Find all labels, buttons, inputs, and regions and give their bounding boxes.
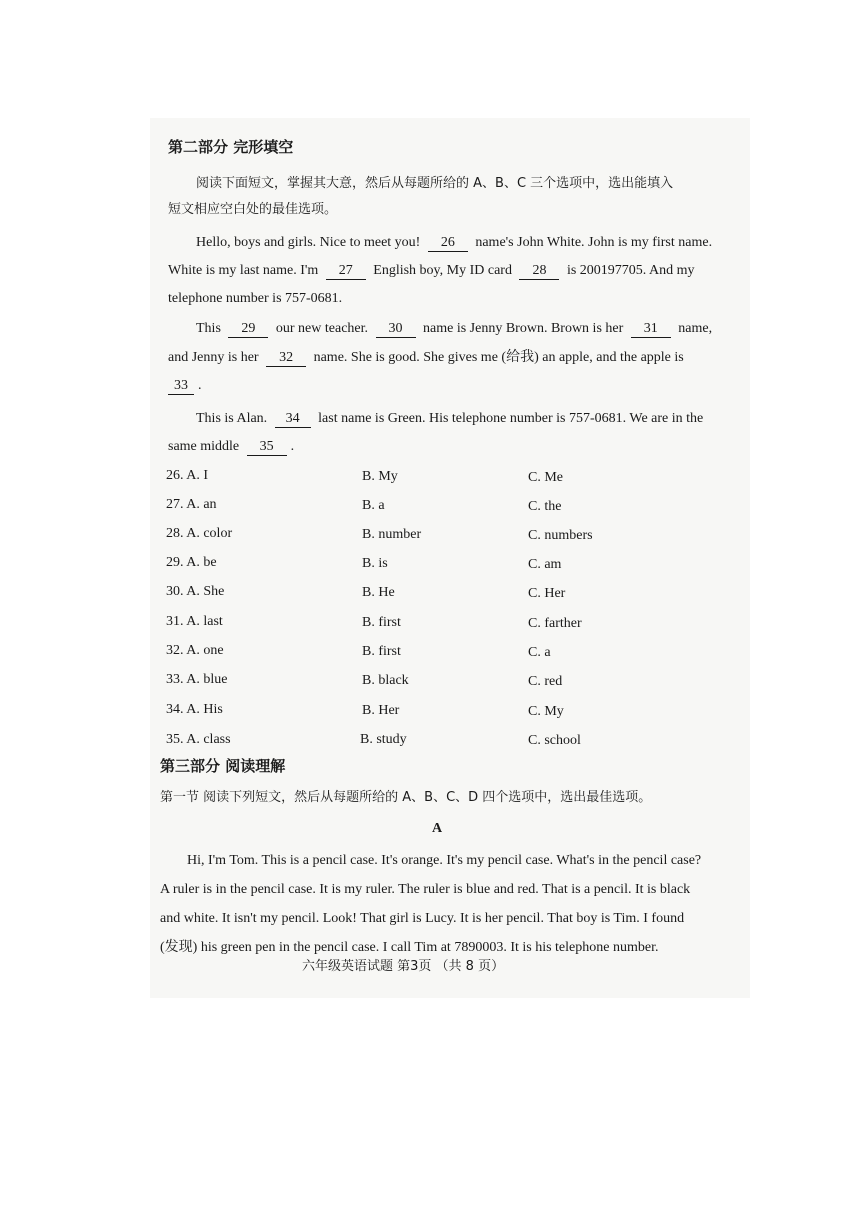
reading-line: A ruler is in the pencil case. It is my ruler. The ruler is blue and red. That is a pencil. It is black	[160, 882, 691, 897]
option-c: C. red	[528, 674, 563, 689]
blank-33: 33	[168, 378, 194, 395]
passage-text: .	[290, 439, 295, 454]
blank-32: 32	[266, 350, 306, 367]
part2-instruction-line1: 阅读下面短文，掌握其大意，然后从每题所给的 A、B、C 三个选项中，选出能填入	[196, 176, 674, 191]
option-a: 34. A. His	[166, 702, 223, 717]
option-b: B. study	[360, 732, 407, 747]
passage-line	[168, 377, 202, 395]
passage-line: telephone number is 757-0681.	[168, 291, 343, 306]
option-c: C. Me	[528, 470, 563, 485]
blank-28: 28	[519, 263, 559, 280]
passage-text: last name is Green. His telephone number is 757-0681. We are in the	[318, 411, 704, 426]
blank-26: 26	[428, 235, 468, 252]
option-a: 35. A. class	[166, 732, 231, 747]
passage-text: English boy, My ID card	[373, 263, 512, 278]
passage-line	[168, 349, 684, 367]
passage-text: is 200197705. And my	[566, 263, 695, 278]
passage-text: name,	[678, 321, 713, 336]
blank-29: 29	[228, 321, 268, 338]
option-a: 27. A. an	[166, 497, 217, 512]
passage-text: and Jenny is her	[168, 350, 259, 365]
part2-instruction-line2: 短文相应空白处的最佳选项。	[168, 202, 338, 217]
passage-text: name's John White. John is my first name.	[475, 235, 713, 250]
option-a: 26. A. I	[166, 468, 208, 483]
part2-title: 第二部分 完形填空	[168, 138, 294, 156]
option-b: B. My	[362, 469, 398, 484]
option-c: C. school	[528, 733, 581, 748]
passage-text: Hello, boys and girls. Nice to meet you!	[196, 235, 421, 250]
passage-text: same middle	[168, 439, 240, 454]
option-c: C. a	[528, 645, 551, 660]
reading-line: (发现) his green pen in the pencil case. I call Tim at 7890003. It is his telephone number.	[160, 940, 659, 955]
passage-text: our new teacher.	[275, 321, 369, 336]
option-c: C. farther	[528, 616, 582, 631]
passage-text: .	[198, 378, 202, 393]
part3-title: 第三部分 阅读理解	[160, 757, 286, 775]
option-a: 30. A. She	[166, 584, 225, 599]
blank-30: 30	[376, 321, 416, 338]
option-a: 31. A. last	[166, 614, 223, 629]
passage-line	[196, 410, 703, 428]
blank-27: 27	[326, 263, 366, 280]
option-b: B. first	[362, 644, 401, 659]
passage-text: name. She is good. She gives me (给我) an apple, and the apple is	[313, 350, 684, 365]
passage-text: White is my last name. I'm	[168, 263, 319, 278]
option-b: B. Her	[362, 703, 400, 718]
part3-section1-instruction: 第一节 阅读下列短文，然后从每题所给的 A、B、C、D 四个选项中，选出最佳选项。	[160, 790, 652, 805]
option-a: 33. A. blue	[166, 672, 228, 687]
option-c: C. Her	[528, 586, 566, 601]
option-c: C. am	[528, 557, 562, 572]
passage-line	[196, 234, 712, 252]
option-b: B. a	[362, 498, 385, 513]
option-a: 28. A. color	[166, 526, 233, 541]
option-b: B. is	[362, 556, 388, 571]
passage-line	[168, 262, 695, 280]
option-c: C. numbers	[528, 528, 593, 543]
blank-34: 34	[275, 411, 311, 428]
blank-31: 31	[631, 321, 671, 338]
option-a: 32. A. one	[166, 643, 224, 658]
option-b: B. black	[362, 673, 409, 688]
passage-text: This is Alan.	[196, 411, 268, 426]
reading-line: and white. It isn't my pencil. Look! That girl is Lucy. It is her pencil. That boy is Tim. I found	[160, 911, 685, 926]
option-c: C. My	[528, 704, 564, 719]
option-b: B. He	[362, 585, 395, 600]
page-footer: 六年级英语试题 第3页 （共 8 页）	[302, 959, 505, 974]
passage-line	[196, 320, 712, 338]
option-b: B. number	[362, 527, 422, 542]
blank-35: 35	[247, 439, 287, 456]
passage-text: name is Jenny Brown. Brown is her	[423, 321, 624, 336]
passage-line	[168, 438, 294, 456]
option-c: C. the	[528, 499, 562, 514]
option-a: 29. A. be	[166, 555, 217, 570]
option-b: B. first	[362, 615, 401, 630]
reading-line: Hi, I'm Tom. This is a pencil case. It's orange. It's my pencil case. What's in the pencil case?	[187, 853, 702, 868]
passage-text: This	[196, 321, 221, 336]
passage-label: A	[432, 821, 443, 836]
